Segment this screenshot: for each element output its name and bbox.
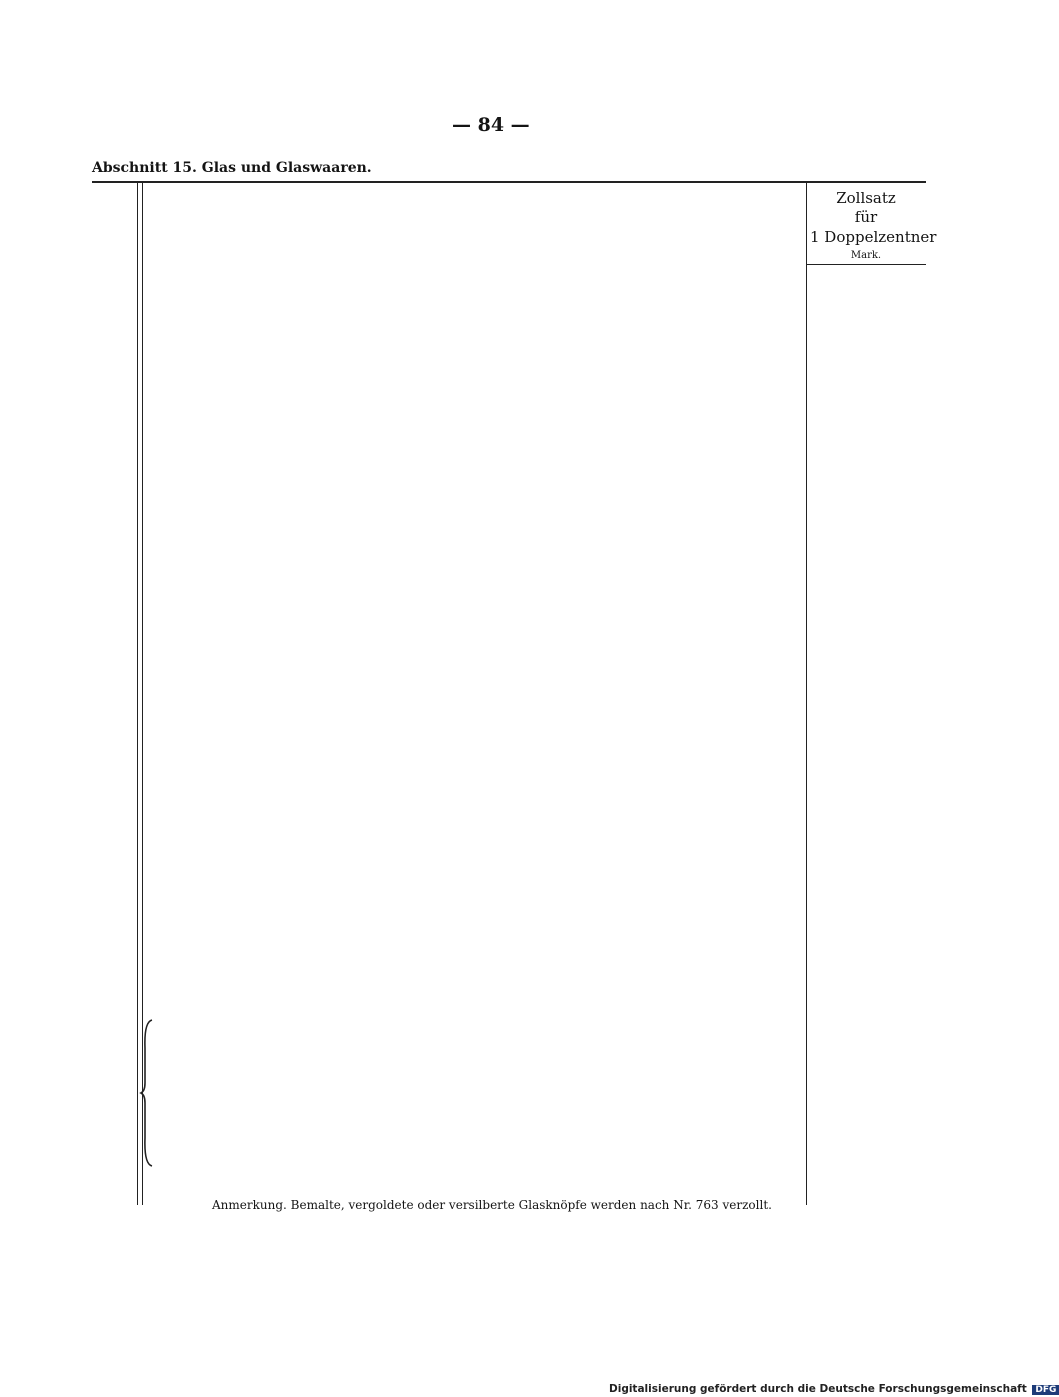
footer-text: Digitalisierung gefördert durch die Deutsche Forschungsgemeinschaft bbox=[609, 1383, 1027, 1395]
top-rule bbox=[92, 181, 926, 183]
rate-header-line-1: Zollsatz bbox=[836, 189, 896, 207]
rate-header-line-3: 1 Doppelzentner bbox=[810, 228, 937, 246]
brace-757-path bbox=[141, 1020, 152, 1166]
column-rule-right bbox=[806, 183, 807, 1205]
section-title: Abschnitt 15. Glas und Glaswaaren. bbox=[92, 160, 372, 176]
column-rule-left bbox=[137, 183, 138, 1205]
dfg-logo: DFG bbox=[1032, 1385, 1059, 1395]
header-rule bbox=[807, 264, 926, 265]
rate-unit: Mark. bbox=[850, 250, 882, 261]
annotation-note: Anmerkung. Bemalte, vergoldete oder versilberte Glasknöpfe werden nach Nr. 763 verzollt. bbox=[212, 1198, 772, 1212]
footer-credit bbox=[609, 1383, 1059, 1395]
brace-757 bbox=[140, 1018, 154, 1168]
page-number: — 84 — bbox=[452, 114, 530, 136]
rate-header-line-2: für bbox=[854, 208, 878, 226]
